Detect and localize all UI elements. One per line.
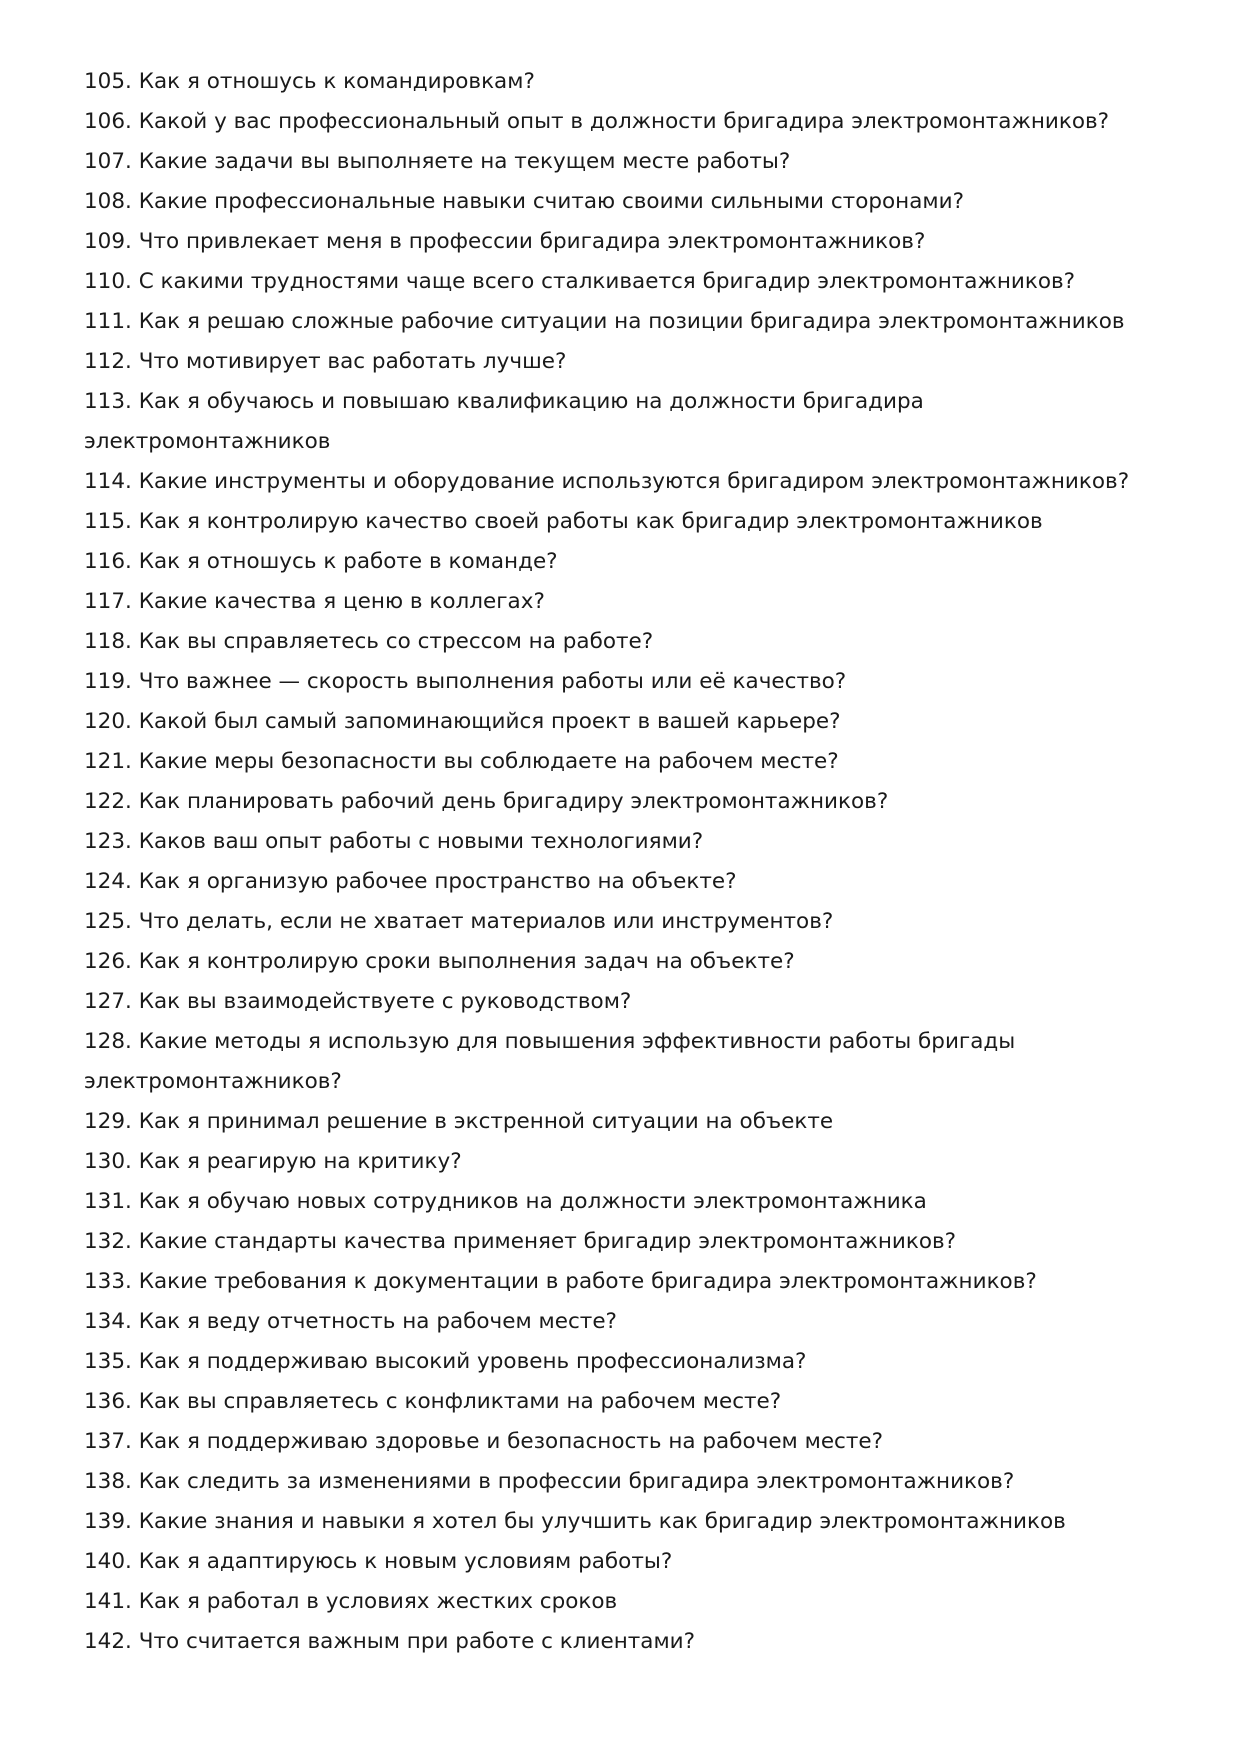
- question-item: 133. Какие требования к документации в работе бригадира электромонтажников?: [84, 1269, 1037, 1294]
- question-list: [84, 62, 1164, 1662]
- question-item: 136. Как вы справляетесь с конфликтами на рабочем месте?: [84, 1389, 782, 1414]
- question-item: 134. Как я веду отчетность на рабочем месте?: [84, 1309, 617, 1334]
- question-item: 125. Что делать, если не хватает материалов или инструментов?: [84, 909, 834, 934]
- question-item: 123. Каков ваш опыт работы с новыми технологиями?: [84, 829, 704, 854]
- question-item: 110. С какими трудностями чаще всего сталкивается бригадир электромонтажников?: [84, 269, 1076, 294]
- question-item: 139. Какие знания и навыки я хотел бы улучшить как бригадир электромонтажников: [84, 1509, 1066, 1534]
- question-item: 106. Какой у вас профессиональный опыт в должности бригадира электромонтажников?: [84, 109, 1110, 134]
- question-item: 126. Как я контролирую сроки выполнения задач на объекте?: [84, 949, 795, 974]
- question-item: 118. Как вы справляетесь со стрессом на работе?: [84, 629, 654, 654]
- question-item: 138. Как следить за изменениями в профессии бригадира электромонтажников?: [84, 1469, 1015, 1494]
- question-item: 141. Как я работал в условиях жестких сроков: [84, 1589, 618, 1614]
- question-item: 142. Что считается важным при работе с клиентами?: [84, 1629, 696, 1654]
- question-item: 108. Какие профессиональные навыки считаю своими сильными сторонами?: [84, 189, 964, 214]
- question-item: 128. Какие методы я использую для повышения эффективности работы бригады электромонтажников?: [84, 1029, 1016, 1094]
- question-item: 120. Какой был самый запоминающийся проект в вашей карьере?: [84, 709, 841, 734]
- question-item: 122. Как планировать рабочий день бригадиру электромонтажников?: [84, 789, 889, 814]
- question-item: 105. Как я отношусь к командировкам?: [84, 69, 535, 94]
- question-item: 132. Какие стандарты качества применяет бригадир электромонтажников?: [84, 1229, 957, 1254]
- question-item: 135. Как я поддерживаю высокий уровень профессионализма?: [84, 1349, 807, 1374]
- question-item: 111. Как я решаю сложные рабочие ситуации на позиции бригадира электромонтажников: [84, 309, 1125, 334]
- question-item: 117. Какие качества я ценю в коллегах?: [84, 589, 545, 614]
- question-item: 109. Что привлекает меня в профессии бригадира электромонтажников?: [84, 229, 926, 254]
- question-item: 112. Что мотивирует вас работать лучше?: [84, 349, 567, 374]
- question-item: 140. Как я адаптируюсь к новым условиям работы?: [84, 1549, 673, 1574]
- question-item: 114. Какие инструменты и оборудование используются бригадиром электромонтажников?: [84, 469, 1130, 494]
- question-item: 131. Как я обучаю новых сотрудников на должности электромонтажника: [84, 1189, 927, 1214]
- question-item: 129. Как я принимал решение в экстренной ситуации на объекте: [84, 1109, 834, 1134]
- question-item: 113. Как я обучаюсь и повышаю квалификацию на должности бригадира электромонтажников: [84, 389, 924, 454]
- question-item: 107. Какие задачи вы выполняете на текущем месте работы?: [84, 149, 791, 174]
- question-item: 115. Как я контролирую качество своей работы как бригадир электромонтажников: [84, 509, 1043, 534]
- question-item: 119. Что важнее — скорость выполнения работы или её качество?: [84, 669, 847, 694]
- question-item: 121. Какие меры безопасности вы соблюдаете на рабочем месте?: [84, 749, 839, 774]
- question-item: 137. Как я поддерживаю здоровье и безопасность на рабочем месте?: [84, 1429, 884, 1454]
- question-item: 124. Как я организую рабочее пространство на объекте?: [84, 869, 737, 894]
- question-item: 130. Как я реагирую на критику?: [84, 1149, 462, 1174]
- question-item: 116. Как я отношусь к работе в команде?: [84, 549, 558, 574]
- question-item: 127. Как вы взаимодействуете с руководством?: [84, 989, 632, 1014]
